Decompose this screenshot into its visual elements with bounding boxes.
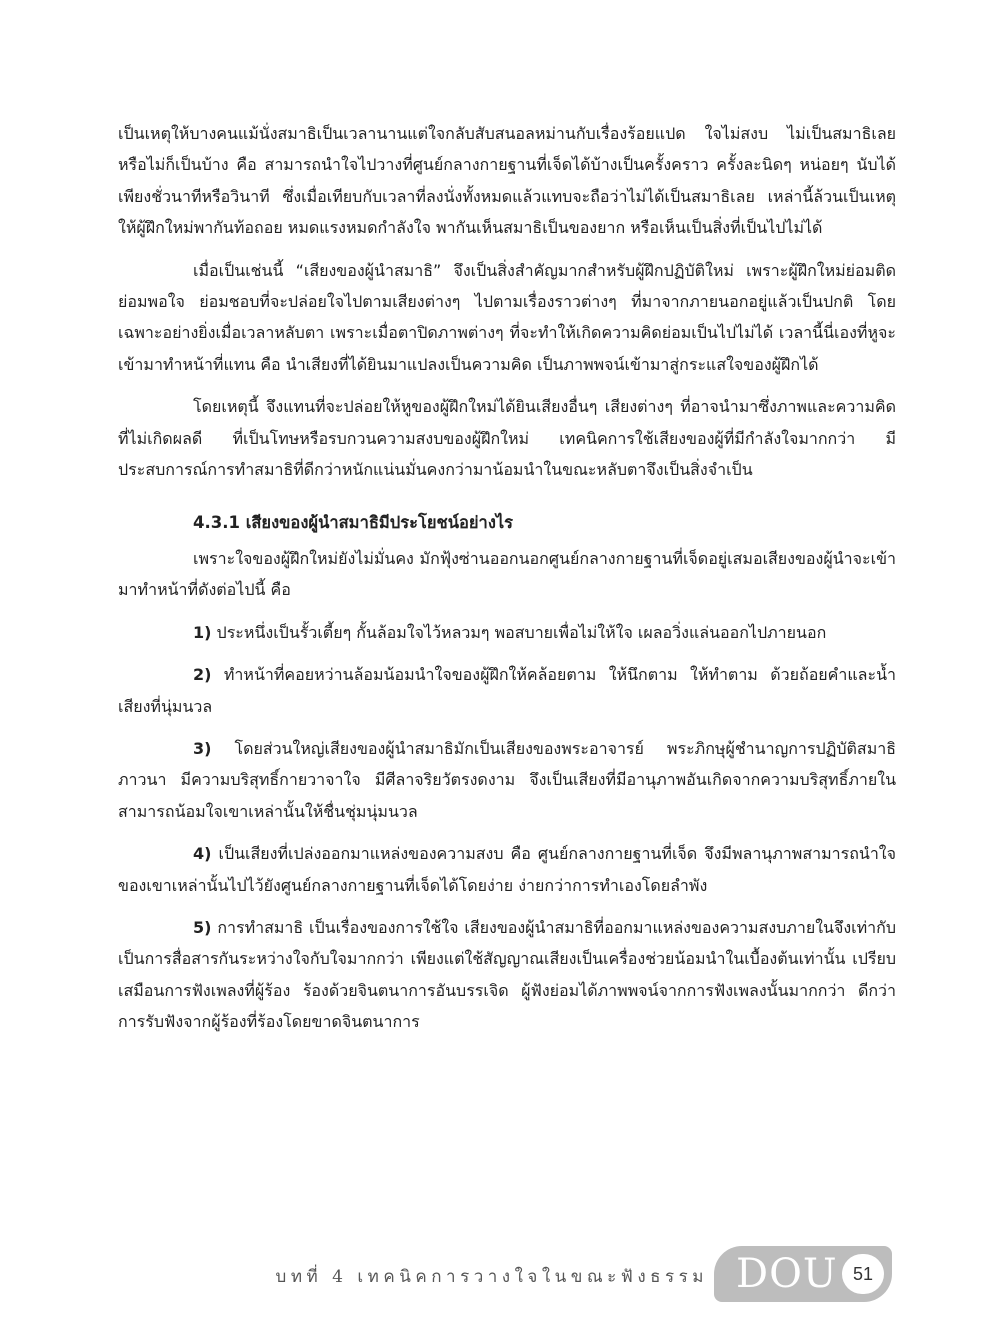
list-text: โดยส่วนใหญ่เสียงของผู้นำสมาธิมักเป็นเสียงของพระอาจารย์ พระภิกษุผู้ชำนาญการปฏิบัติสมาธิภาวนา มีความบริสุทธิ์กายวาจาใจ มีศีลาจริยวัตรงดงาม จึงเป็นเสียงที่มีอานุภาพอันเกิดจากความบริสุทธิ์ภายในสามารถน้อมใจเขาเหล่านั้นให้ชื่นชุ่มนุ่มนวล bbox=[118, 738, 896, 821]
body-text bbox=[118, 118, 896, 1038]
chapter-title: บทที่ 4 เทคนิคการวางใจในขณะฟังธรรม bbox=[275, 1267, 708, 1287]
list-text: ทำหน้าที่คอยหว่านล้อมน้อมนำใจของผู้ฝึกให้คล้อยตาม ให้นึกตาม ให้ทำตาม ด้วยถ้อยคำและน้ำเสียงที่นุ่มนวล bbox=[118, 665, 896, 716]
paragraph-4: เพราะใจของผู้ฝึกใหม่ยังไม่มั่นคง มักฟุ้งซ่านออกนอกศูนย์กลางกายฐานที่เจ็ดอยู่เสมอเสียงของผู้นำจะเข้ามาทำหน้าที่ดังต่อไปนี้ คือ bbox=[118, 548, 896, 600]
page-footer bbox=[0, 1246, 1000, 1304]
list-number: 2) bbox=[193, 665, 212, 685]
section-heading: 4.3.1 เสียงของผู้นำสมาธิมีประโยชน์อย่างไร bbox=[193, 513, 514, 533]
list-item-2 bbox=[118, 659, 896, 722]
list-item-5 bbox=[118, 912, 896, 1038]
list-item-3 bbox=[118, 733, 896, 827]
list-text: การทำสมาธิ เป็นเรื่องของการใช้ใจ เสียงของผู้นำสมาธิที่ออกมาแหล่งของความสงบภายในจึงเท่ากับเป็นการสื่อสารกันระหว่างใจกับใจมากกว่า เพียงแต่ใช้สัญญาณเสียงเป็นเครื่องช่วยน้อมนำในเบื้องต้นเท่านั้น เปรียบเสมือนการฟังเพลงที่ผู้ร้อง ร้องด้วยจินตนาการอันบรรเจิด ผู้ฟังย่อมได้ภาพพจน์จากการฟังเพลงนั้นมากกว่า ดีกว่า การรับฟังจากผู้ร้องที่ร้องโดยขาดจินตนาการ bbox=[118, 917, 896, 1032]
paragraph-3: โดยเหตุนี้ จึงแทนที่จะปล่อยให้หูของผู้ฝึกใหม่ได้ยินเสียงอื่นๆ เสียงต่างๆ ที่อาจนำมาซึ่งภาพและความคิดที่ไม่เกิดผลดี ที่เป็นโทษหรือรบกวนความสงบของผู้ฝึกใหม่ เทคนิคการใช้เสียงของผู้ที่มีกำลังใจมากกว่า มีประสบการณ์การทำสมาธิที่ดีกว่าหนักแน่นมั่นคงกว่ามาน้อมนำในขณะหลับตาจึงเป็นสิ่งจำเป็น bbox=[118, 397, 896, 480]
list-text: ประหนึ่งเป็นรั้วเตี้ยๆ กั้นล้อมใจไว้หลวมๆ พอสบายเพื่อไม่ให้ใจ เผลอวิ่งแล่นออกไปภายนอก bbox=[216, 622, 827, 642]
page-number: 51 bbox=[842, 1254, 884, 1294]
list-number: 1) bbox=[193, 622, 212, 642]
paragraph-2: เมื่อเป็นเช่นนี้ “เสียงของผู้นำสมาธิ” จึงเป็นสิ่งสำคัญมากสำหรับผู้ฝึกปฏิบัติใหม่ เพราะผู้ฝึกใหม่ย่อมติด ย่อมพอใจ ย่อมชอบที่จะปล่อยใจไปตามเสียงต่างๆ ไปตามเรื่องราวต่างๆ ที่มาจากภายนอกอยู่แล้วเป็นปกติ โดยเฉพาะอย่างยิ่งเมื่อเวลาหลับตา เพราะเมื่อตาปิดภาพต่างๆ ที่จะทำให้เกิดความคิดย่อมเป็นไปไม่ได้ เวลานี้นี่เองที่หูจะเข้ามาทำหน้าที่แทน คือ นำเสียงที่ได้ยินมาแปลงเป็นความคิด เป็นภาพพจน์เข้ามาสู่กระแสใจของผู้ฝึกได้ bbox=[118, 260, 896, 374]
list-item-4 bbox=[118, 838, 896, 901]
list-item-1 bbox=[118, 617, 896, 648]
dou-logo: DOU bbox=[736, 1251, 838, 1297]
list-number: 4) bbox=[193, 844, 212, 864]
page-badge bbox=[714, 1246, 892, 1302]
list-text: เป็นเสียงที่เปล่งออกมาแหล่งของความสงบ คือ ศูนย์กลางกายฐานที่เจ็ด จึงมีพลานุภาพสามารถนำใจของเขาเหล่านั้นไปไว้ยังศูนย์กลางกายฐานที่เจ็ดได้โดยง่าย ง่ายกว่าการทำเองโดยลำพัง bbox=[118, 844, 896, 895]
paragraph-1: เป็นเหตุให้บางคนแม้นั่งสมาธิเป็นเวลานานแต่ใจกลับสับสนอลหม่านกับเรื่องร้อยแปด ใจไม่สงบ ไม่เป็นสมาธิเลย หรือไม่ก็เป็นบ้าง คือ สามารถนำใจไปวางที่ศูนย์กลางกายฐานที่เจ็ดได้บ้างเป็นครั้งคราว ครั้งละนิดๆ หน่อยๆ นับได้เพียงชั่วนาทีหรือวินาที ซึ่งเมื่อเทียบกับเวลาที่ลงนั่งทั้งหมดแล้วแทบจะถือว่าไม่ได้เป็นสมาธิเลย เหล่านี้ล้วนเป็นเหตุให้ผู้ฝึกใหม่พากันท้อถอย หมดแรงหมดกำลังใจ พากันเห็นสมาธิเป็นของยาก หรือเห็นเป็นสิ่งที่เป็นไปไม่ได้ bbox=[118, 124, 896, 238]
list-number: 3) bbox=[193, 738, 212, 758]
list-number: 5) bbox=[193, 917, 212, 937]
